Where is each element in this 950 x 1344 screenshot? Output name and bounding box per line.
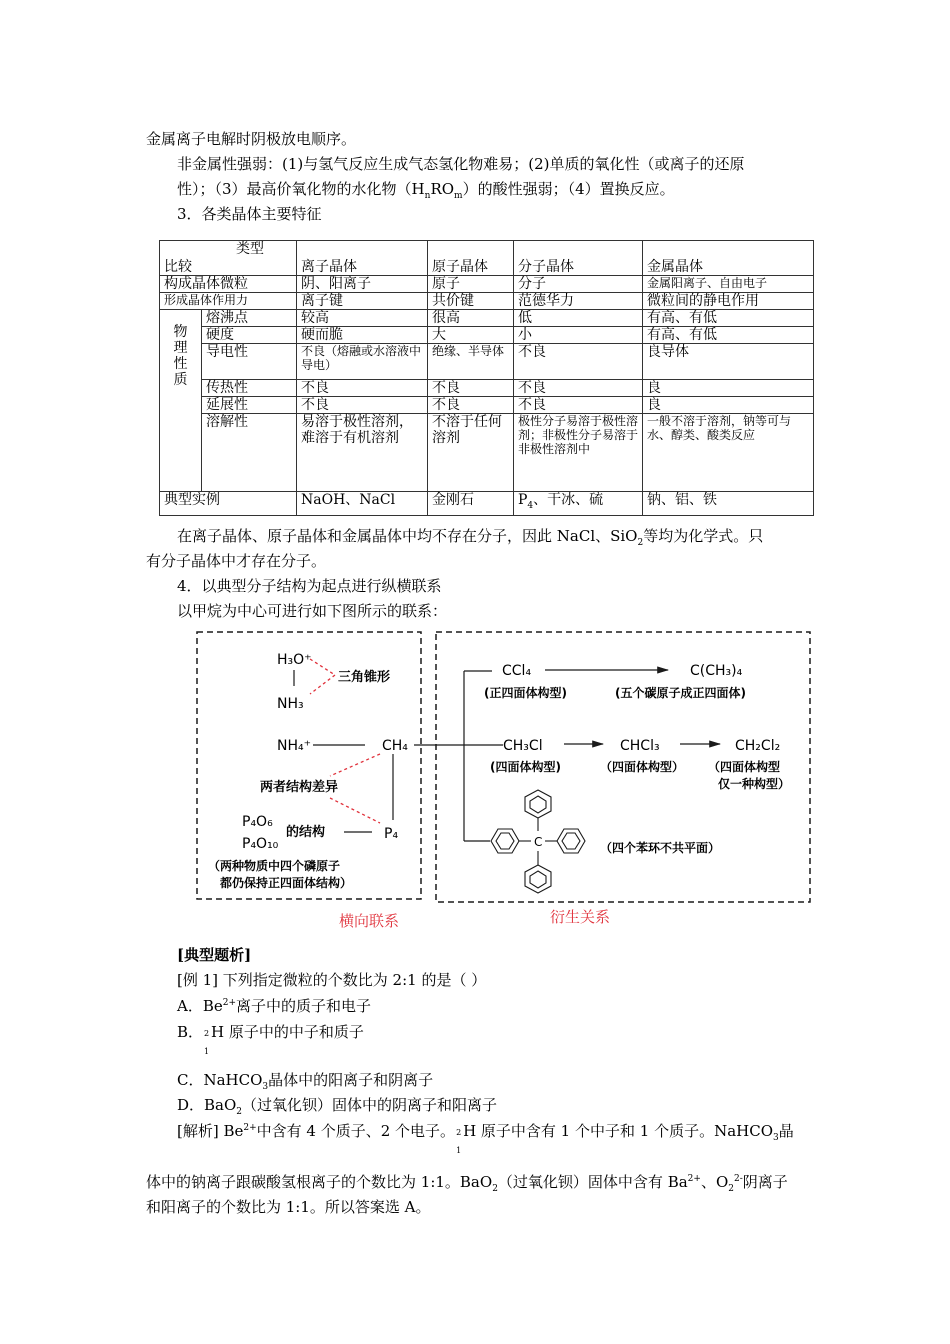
option-c: C．NaHCO$_3$晶体中的阳离子和阴离子	[177, 1071, 434, 1092]
column-header: 分子晶体	[514, 241, 643, 276]
chcl3-label: CHCl₃	[620, 738, 660, 754]
dashed-red-line	[310, 675, 335, 694]
nh4-label: NH₄⁺	[277, 738, 312, 754]
table-cell: 不良	[428, 380, 514, 397]
table-cell: 不良	[514, 344, 643, 380]
dashed-red-line	[330, 798, 380, 823]
table-header-row	[160, 241, 814, 276]
nh3-label: NH₃	[277, 696, 304, 712]
row-label: 构成晶体微粒	[160, 276, 297, 293]
h3o-label: H₃O⁺	[277, 652, 312, 668]
column-header: 金属晶体	[643, 241, 814, 276]
table-row	[160, 276, 814, 293]
p4-label: P₄	[384, 826, 399, 842]
table-cell: 原子	[428, 276, 514, 293]
example-question: [例 1] 下列指定微粒的个数比为 2:1 的是（ ）	[177, 971, 487, 989]
option-a: A．$Be^{2+}$离子中的质子和电子	[177, 997, 372, 1015]
option-b: B． 2 1 H 原子中的中子和质子	[177, 1023, 364, 1056]
table-cell: 范德华力	[514, 293, 643, 310]
tetrahedron-label-3: （四面体构型	[708, 760, 781, 774]
table-cell: 小	[514, 327, 643, 344]
table-row	[160, 380, 814, 397]
table-row	[160, 327, 814, 344]
table-row	[160, 310, 814, 327]
table-row	[160, 293, 814, 310]
table-cell: 共价键	[428, 293, 514, 310]
option-d: D．BaO$_2$（过氧化钡）固体中的阴离子和阳离子	[177, 1096, 498, 1117]
phosphorus-note-line-2: 都仍保持正四面体结构）	[220, 876, 353, 890]
row-label: 导电性	[202, 344, 297, 380]
table-cell: 不良	[514, 380, 643, 397]
table-cell: 不良	[297, 397, 428, 414]
example-section-heading: [典型题析]	[177, 946, 252, 964]
row-label: 形成晶体作用力	[160, 293, 297, 310]
analysis-line-3: 和阳离子的个数比为 1:1。所以答案选 A。	[146, 1198, 431, 1216]
benzene-rings-note: （四个苯环不共平面）	[600, 841, 721, 855]
row-label: 传热性	[202, 380, 297, 397]
column-header: 原子晶体	[428, 241, 514, 276]
table-cell: 离子键	[297, 293, 428, 310]
table-cell: 一般不溶于溶剂，钠等可与水、醇类、酸类反应	[643, 414, 814, 492]
table-cell: 有高、有低	[643, 327, 814, 344]
table-cell: 金属阳离子、自由电子	[643, 276, 814, 293]
ch4-label: CH₄	[382, 738, 408, 754]
cch34-label: C(CH₃)₄	[690, 663, 743, 679]
table-row	[160, 492, 814, 516]
table-cell: 良导体	[643, 344, 814, 380]
table-cell: 易溶于极性溶剂，难溶于有机溶剂	[297, 414, 428, 492]
central-carbon-label: C	[534, 835, 543, 849]
horizontal-relation-title: 横向联系	[339, 912, 400, 930]
structure-difference-label: 两者结构差异	[260, 780, 339, 795]
row-label: 硬度	[202, 327, 297, 344]
table-cell: 低	[514, 310, 643, 327]
intro-line-3: 性）；（3）最高价氧化物的水化物$(H_nRO_m)$的酸性强弱；（4）置换反应。	[177, 180, 675, 201]
table-cell: $P_4$、干冰、硫	[514, 492, 643, 516]
derivation-relation-title: 衍生关系	[550, 908, 611, 926]
crystal-feature-table	[159, 240, 814, 516]
row-label: 延展性	[202, 397, 297, 414]
table-cell: 绝缘、半导体	[428, 344, 514, 380]
table-cell: 不良	[514, 397, 643, 414]
row-label: 典型实例	[160, 492, 297, 516]
table-cell: NaOH、NaCl	[297, 492, 428, 516]
table-cell: 很高	[428, 310, 514, 327]
column-header: 离子晶体	[297, 241, 428, 276]
ch2cl2-label: CH₂Cl₂	[735, 738, 781, 754]
table-cell: 阴、阳离子	[297, 276, 428, 293]
phosphorus-note-line-1: （两种物质中四个磷原子	[208, 859, 341, 873]
dashed-red-line	[330, 754, 380, 776]
dashed-red-line	[310, 659, 335, 675]
after-table-line-2: 有分子晶体中才存在分子。	[146, 552, 327, 570]
after-table-line-1: 在离子晶体、原子晶体和金属晶体中均不存在分子，因此 NaCl、SiO$_2$等均为化学式。只	[177, 527, 764, 548]
analysis-line-2: 体中的钠离子跟碳酸氢根离子的个数比为 1:1。BaO$_2$（过氧化钡）固体中含有 $Ba^{2+}$、$O_2^{2-}$阴离子	[146, 1173, 788, 1194]
five-carbon-label: (五个碳原子成正四面体)	[615, 686, 746, 700]
structure-label: 的结构	[286, 825, 326, 840]
single-configuration-label: 仅一种构型）	[718, 777, 791, 791]
tetrahedron-label-1: (四面体构型)	[490, 760, 561, 774]
intro-line-1: 金属离子电解时阴极放电顺序。	[146, 130, 357, 148]
table-cell: 微粒间的静电作用	[643, 293, 814, 310]
header-compare-label: 比较	[164, 259, 192, 275]
ch3cl-label: CH₃Cl	[503, 738, 543, 754]
table-cell: 不溶于任何溶剂	[428, 414, 514, 492]
table-cell: 分子	[514, 276, 643, 293]
ccl4-label: CCl₄	[502, 663, 532, 679]
table-row	[160, 397, 814, 414]
analysis-line-1: [解析] $Be^{2+}$中含有 4 个质子、2 个电子。 2 1 H 原子中含有 1 个中子和 1 个质子。NaHCO$_3$晶	[177, 1122, 794, 1155]
row-label: 熔沸点	[202, 310, 297, 327]
table-row	[160, 414, 814, 492]
table-cell: 不良	[428, 397, 514, 414]
table-row	[160, 344, 814, 380]
table-cell: 不良	[297, 380, 428, 397]
table-cell: 有高、有低	[643, 310, 814, 327]
regular-tetrahedron-label: (正四面体构型)	[484, 686, 567, 700]
intro-line-2: 非金属性强弱：(1)与氢气反应生成气态氢化物难易；(2)单质的氧化性（或离子的还原	[177, 155, 745, 173]
table-cell: 不良（熔融或水溶液中导电）	[297, 344, 428, 380]
row-label: 溶解性	[202, 414, 297, 492]
header-type-label: 类型	[236, 241, 264, 257]
methane-relation-diagram	[190, 628, 815, 930]
table-cell: 良	[643, 397, 814, 414]
diagram-intro: 以甲烷为中心可进行如下图所示的联系：	[177, 602, 448, 620]
p4o10-label: P₄O₁₀	[242, 836, 279, 852]
section-heading-3: 3．各类晶体主要特征	[177, 205, 322, 223]
table-cell: 良	[643, 380, 814, 397]
table-cell: 硬而脆	[297, 327, 428, 344]
table-cell: 金刚石	[428, 492, 514, 516]
table-cell: 较高	[297, 310, 428, 327]
tetrahedron-label-2: （四面体构型）	[600, 760, 685, 774]
p4o6-label: P₄O₆	[242, 814, 273, 830]
table-cell: 大	[428, 327, 514, 344]
section-heading-4: 4．以典型分子结构为起点进行纵横联系	[177, 577, 442, 595]
table-cell: 极性分子易溶于极性溶剂；非极性分子易溶于非极性溶剂中	[514, 414, 643, 492]
physical-properties-label: 物 理 性 质	[160, 310, 202, 492]
table-cell: 钠、铝、铁	[643, 492, 814, 516]
trigonal-pyramid-label: 三角锥形	[338, 670, 391, 685]
table-corner-cell	[160, 241, 297, 276]
